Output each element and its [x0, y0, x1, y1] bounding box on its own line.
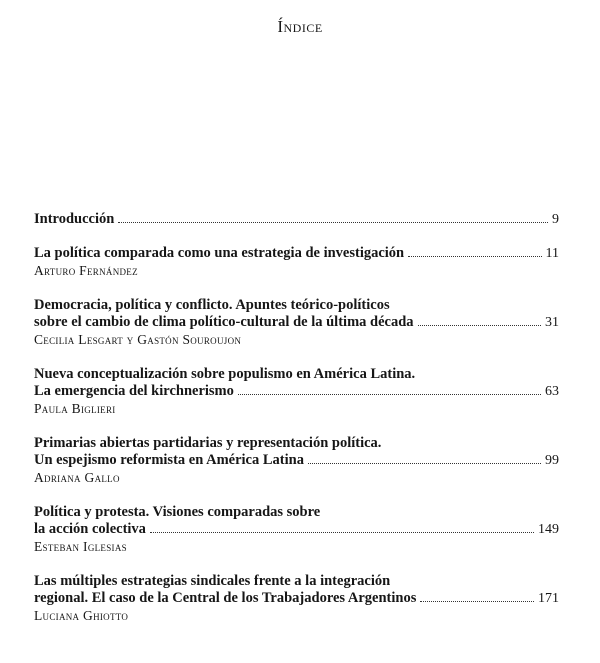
toc-entry-introduccion [34, 211, 559, 228]
toc-page-number: 9 [552, 212, 559, 227]
toc-entry-author: Paula Biglieri [34, 401, 116, 416]
toc-entry-title: Nueva conceptualización sobre populismo en América Latina. [34, 366, 416, 382]
toc-page-number: 149 [538, 522, 559, 537]
dot-leader [150, 532, 534, 533]
toc-entry-title-line [34, 521, 559, 538]
dot-leader [308, 463, 541, 464]
toc-entry-author: Adriana Gallo [34, 470, 120, 485]
dot-leader [238, 394, 541, 395]
page-title: Índice [277, 17, 323, 36]
toc-entry-ghiotto [34, 573, 559, 625]
toc-entry-fernandez [34, 245, 559, 280]
toc-entry-title-cont: regional. El caso de la Central de los Trabajadores Argentinos [34, 590, 417, 606]
dot-leader [418, 325, 541, 326]
toc-entry-iglesias [34, 504, 559, 556]
toc-entry-title-line [34, 211, 559, 228]
toc-entry-title: La política comparada como una estrategia de investigación [34, 245, 405, 261]
toc-entry-title-line [34, 314, 559, 331]
toc-page-number: 171 [538, 591, 559, 606]
toc-entry-author: Esteban Iglesias [34, 539, 127, 554]
toc-entry-gallo [34, 435, 559, 487]
toc-entry-author: Luciana Ghiotto [34, 608, 129, 623]
toc-entry-title-cont: Un espejismo reformista en América Latina [34, 452, 304, 468]
toc-entry-title-cont: sobre el cambio de clima político-cultural de la última década [34, 314, 414, 330]
toc-entry-title-line [34, 590, 559, 607]
dot-leader [118, 222, 548, 223]
toc-entry-title-line [34, 452, 559, 469]
toc-entry-title: Democracia, política y conflicto. Apuntes teórico-políticos [34, 297, 390, 313]
toc-entry-biglieri [34, 366, 559, 418]
dot-leader [420, 601, 534, 602]
toc-page-number: 63 [545, 384, 559, 399]
toc-entry-title: Introducción [34, 211, 115, 227]
toc-entry-title: Las múltiples estrategias sindicales frente a la integración [34, 573, 391, 589]
dot-leader [408, 256, 541, 257]
toc-page-number: 99 [545, 453, 559, 468]
toc-entry-title-line [34, 245, 559, 262]
toc-entry-author: Cecilia Lesgart y Gastón Souroujon [34, 332, 242, 347]
toc-entry-title: Primarias abiertas partidarias y representación política. [34, 435, 382, 451]
toc-page-number: 11 [545, 246, 559, 261]
toc-entry-title-cont: La emergencia del kirchnerismo [34, 383, 234, 399]
toc-entry-lesgart [34, 297, 559, 349]
toc-page-number: 31 [545, 315, 559, 330]
toc-entry-title: Política y protesta. Visiones comparadas sobre [34, 504, 321, 520]
toc-entry-author: Arturo Fernández [34, 263, 138, 278]
toc-entry-title-cont: la acción colectiva [34, 521, 146, 537]
toc-entry-title-line [34, 383, 559, 400]
